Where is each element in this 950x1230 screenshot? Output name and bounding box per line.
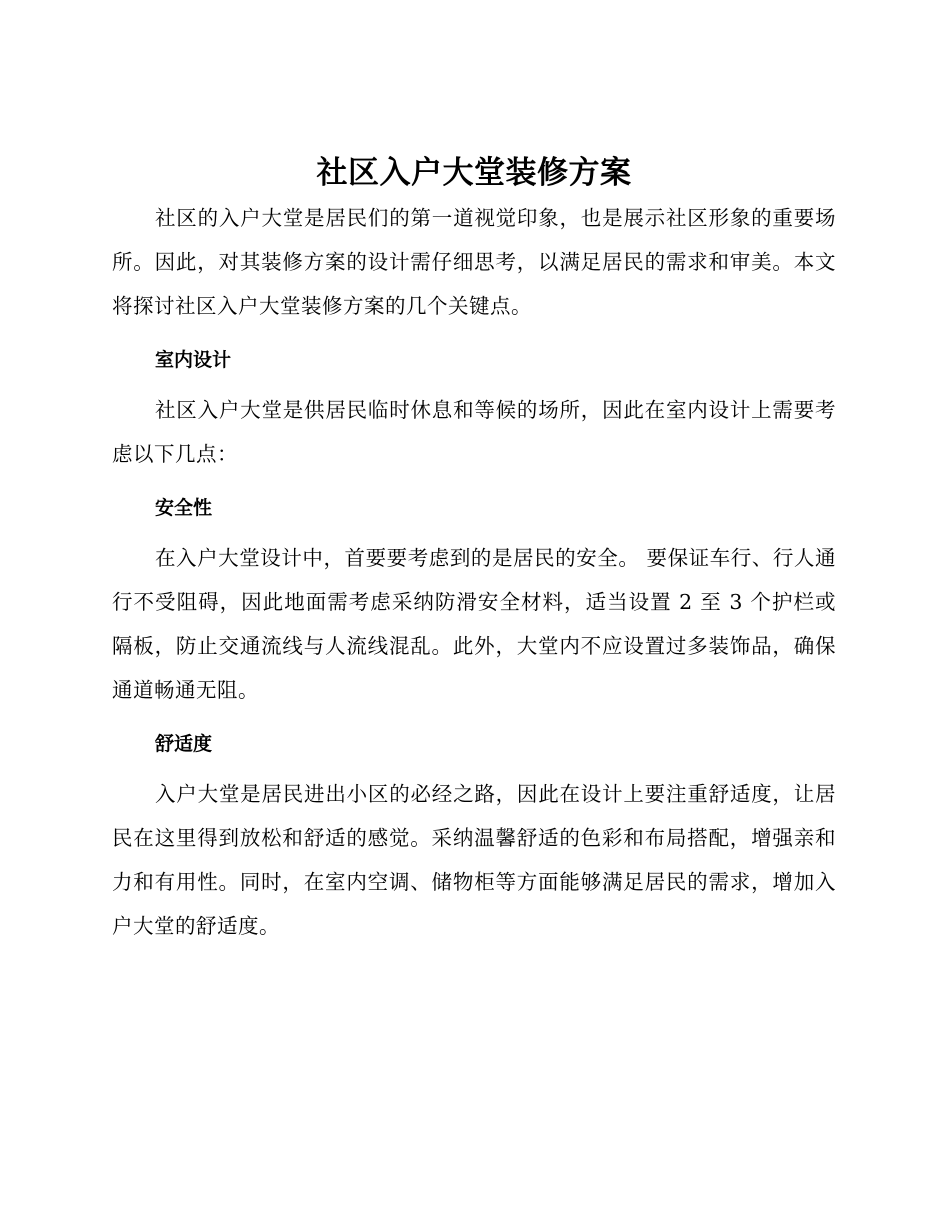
section-body-safety: 在入户大堂设计中，首要要考虑到的是居民的安全。 要保证车行、行人通行不受阻碍，因此地面需考虑采纳防滑安全材料，适当设置 2 至 3 个护栏或隔板，防止交通流线与人流线混乱。此外，大堂内不应设置过多装饰品，确保通道畅通无阻。 [112, 546, 836, 702]
section-heading-comfort: 舒适度 [155, 733, 213, 755]
section-heading-safety: 安全性 [155, 497, 213, 519]
section-heading-interior-design: 室内设计 [155, 349, 232, 371]
document-title: 社区入户大堂装修方案 [316, 155, 632, 191]
section-body-interior-design: 社区入户大堂是供居民临时休息和等候的场所，因此在室内设计上需要考虑以下几点： [112, 398, 836, 466]
intro-paragraph: 社区的入户大堂是居民们的第一道视觉印象，也是展示社区形象的重要场所。因此，对其装修方案的设计需仔细思考，以满足居民的需求和审美。本文将探讨社区入户大堂装修方案的几个关键点。 [112, 206, 836, 318]
section-body-comfort: 入户大堂是居民进出小区的必经之路，因此在设计上要注重舒适度，让居民在这里得到放松和舒适的感觉。采纳温馨舒适的色彩和布局搭配，增强亲和力和有用性。同时，在室内空调、储物柜等方面能够满足居民的需求，增加入户大堂的舒适度。 [112, 782, 836, 938]
document-page [112, 150, 836, 948]
